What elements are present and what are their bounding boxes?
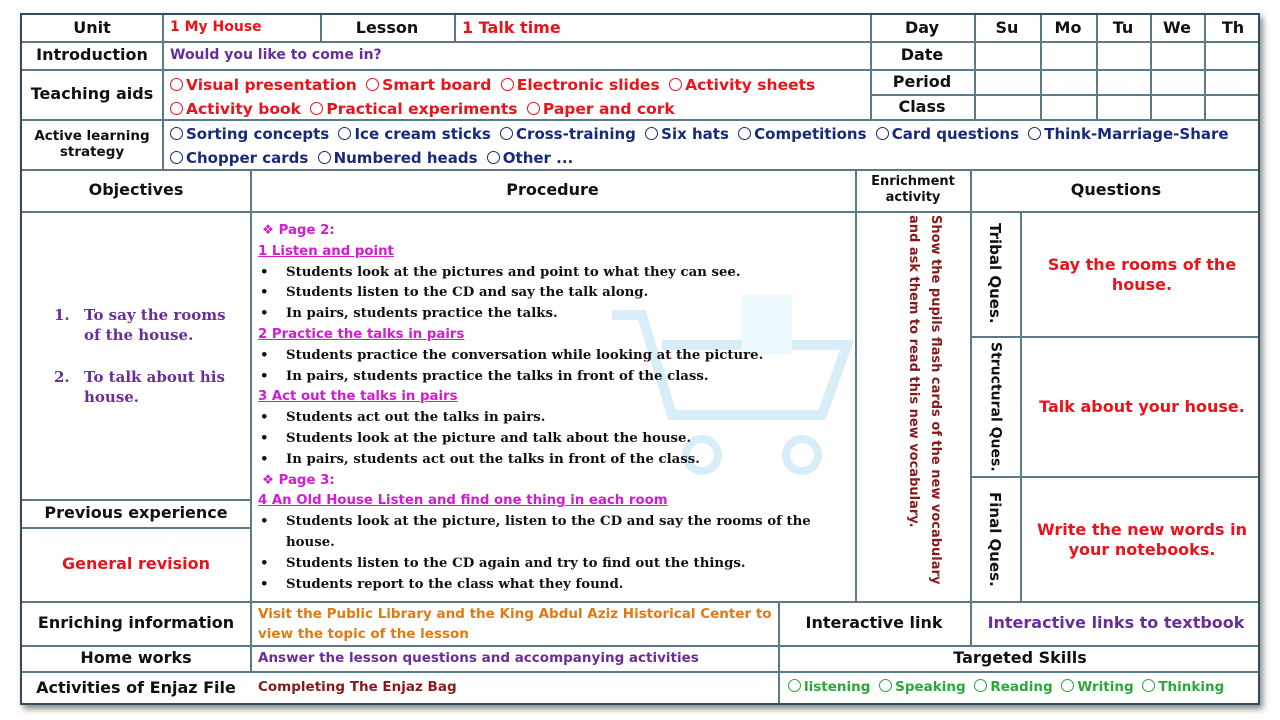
lesson-plan-frame [20,13,1260,705]
list-item: • In pairs, students practice the talks. [286,304,854,325]
objectives-header: Objectives [88,180,184,200]
aid-option[interactable]: Smart board [366,73,491,97]
step-list [258,263,854,325]
step-list [258,346,854,388]
step-heading: 4 An Old House Listen and find one thing in each room [258,493,668,509]
divider [250,169,252,671]
aid-option[interactable]: Electronic slides [501,73,660,97]
skill-option[interactable]: Thinking [1142,679,1224,695]
previous-experience-label: Previous experience [44,503,228,523]
enriching-information-value: Visit the Public Library and the King Abdul Aziz Historical Center to view the topic of the lesson [258,606,772,642]
radio-circle-icon [738,127,751,140]
radio-circle-icon [170,102,183,115]
radio-circle-icon [645,127,658,140]
radio-circle-icon [338,127,351,140]
aid-option[interactable]: Practical experiments [310,97,517,121]
home-works-value: Answer the lesson questions and accompanying activities [258,650,699,666]
structural-question-label: Structural Ques. [987,341,1004,472]
targeted-skills-label: Targeted Skills [953,648,1087,668]
strategy-option[interactable]: Ice cream sticks [338,122,490,146]
enrichment-header: Enrichment activity [871,174,955,205]
skill-option[interactable]: Speaking [879,679,966,695]
radio-circle-icon [876,127,889,140]
strategy-option[interactable]: Think-Marriage-Share [1028,122,1228,146]
active-learning-list [170,122,1260,170]
page-3-heading: ❖ Page 3: [262,472,335,488]
list-item: • Students report to the class what they found. [286,575,854,596]
class-label: Class [898,96,946,116]
list-item: • Students listen to the CD again and try to find out the things. [286,554,854,575]
structural-question-text: Talk about your house. [1039,397,1245,417]
list-item: • Students act out the talks in pairs. [286,408,854,429]
radio-circle-icon [527,102,540,115]
strategy-option[interactable]: Numbered heads [318,146,478,170]
objective-item: 1. To say the rooms of the house. [54,306,226,344]
strategy-option[interactable]: Six hats [645,122,729,146]
lesson-value: 1 Talk time [462,18,561,37]
questions-header: Questions [1070,180,1162,200]
radio-circle-icon [366,78,379,91]
interactive-link-value[interactable]: Interactive links to textbook [987,613,1245,633]
skill-option[interactable]: Reading [974,679,1052,695]
radio-circle-icon [170,151,183,164]
enjaz-file-value: Completing The Enjaz Bag [258,679,457,695]
day-mo: Mo [1054,18,1082,38]
final-question-label: Final Ques. [986,491,1004,587]
objectives-list [54,305,244,407]
objective-item: 2. To talk about his house. [54,368,225,406]
teaching-aids-list [170,73,868,121]
list-item: • Students look at the picture and talk about the house. [286,429,854,450]
diamond-bullet-icon: ❖ [262,472,274,488]
introduction-label: Introduction [36,45,148,65]
step-list [258,408,854,470]
aid-option[interactable]: Paper and cork [527,97,675,121]
date-label: Date [900,45,944,65]
strategy-option[interactable]: Card questions [876,122,1019,146]
page-2-heading: ❖ Page 2: [262,223,335,238]
radio-circle-icon [170,127,183,140]
radio-circle-icon [487,151,500,164]
step-heading: 3 Act out the talks in pairs [258,389,458,405]
radio-circle-icon [974,679,987,692]
skill-option[interactable]: listening [788,679,870,695]
procedure-content [258,221,854,595]
introduction-value: Would you like to come in? [170,47,382,63]
radio-circle-icon [1142,679,1155,692]
divider [454,15,456,41]
radio-circle-icon [310,102,323,115]
day-th: Th [1221,18,1245,38]
strategy-option[interactable]: Other ... [487,146,574,170]
radio-circle-icon [500,127,513,140]
divider [22,41,1260,43]
list-item: • Students listen to the CD and say the talk along. [286,283,854,304]
radio-circle-icon [1028,127,1041,140]
day-tu: Tu [1112,18,1134,38]
enrichment-text: Show the pupils flash cards of the new vocabulary and ask them to read this new vocabulary. [906,215,943,585]
unit-label: Unit [73,18,111,38]
diamond-bullet-icon: ❖ [262,223,274,238]
aid-option[interactable]: Activity sheets [669,73,815,97]
interactive-link-label: Interactive link [805,613,943,633]
period-label: Period [892,71,952,91]
final-question-text: Write the new words in your notebooks. [1037,520,1247,559]
list-item: • In pairs, students practice the talks in front of the class. [286,367,854,388]
aid-option[interactable]: Visual presentation [170,73,357,97]
list-item: • In pairs, students act out the talks in front of the class. [286,450,854,471]
previous-experience-value: General revision [61,554,210,574]
strategy-option[interactable]: Chopper cards [170,146,308,170]
radio-circle-icon [669,78,682,91]
radio-circle-icon [170,78,183,91]
divider [162,15,164,169]
radio-circle-icon [788,679,801,692]
strategy-option[interactable]: Sorting concepts [170,122,329,146]
divider [22,69,1260,71]
list-item: • Students look at the pictures and point to what they can see. [286,263,854,284]
radio-circle-icon [501,78,514,91]
procedure-header: Procedure [506,180,599,200]
radio-circle-icon [1061,679,1074,692]
active-learning-label: Active learning strategy [34,127,150,160]
strategy-option[interactable]: Competitions [738,122,866,146]
home-works-label: Home works [80,648,192,668]
teaching-aids-label: Teaching aids [30,84,154,104]
enriching-information-label: Enriching information [37,613,235,633]
tribal-question-text: Say the rooms of the house. [1047,255,1237,294]
tribal-question-label: Tribal Ques. [986,223,1004,324]
radio-circle-icon [318,151,331,164]
step-heading: 2 Practice the talks in pairs [258,326,465,342]
list-item: • Students practice the conversation while looking at the picture. [286,346,854,367]
radio-circle-icon [879,679,892,692]
unit-value: 1 My House [170,19,262,35]
lesson-label: Lesson [355,18,419,38]
day-su: Su [995,18,1019,38]
step-heading: 1 Listen and point [258,243,394,259]
aid-option[interactable]: Activity book [170,97,301,121]
step-list [258,512,854,595]
day-we: We [1163,18,1191,38]
enjaz-file-label: Activities of Enjaz File [36,678,236,698]
strategy-option[interactable]: Cross-training [500,122,636,146]
list-item: • Students look at the picture, listen to the CD and say the rooms of the house. [286,512,854,554]
skill-option[interactable]: Writing [1061,679,1133,695]
skills-list [788,679,1260,695]
day-label: Day [904,18,939,38]
